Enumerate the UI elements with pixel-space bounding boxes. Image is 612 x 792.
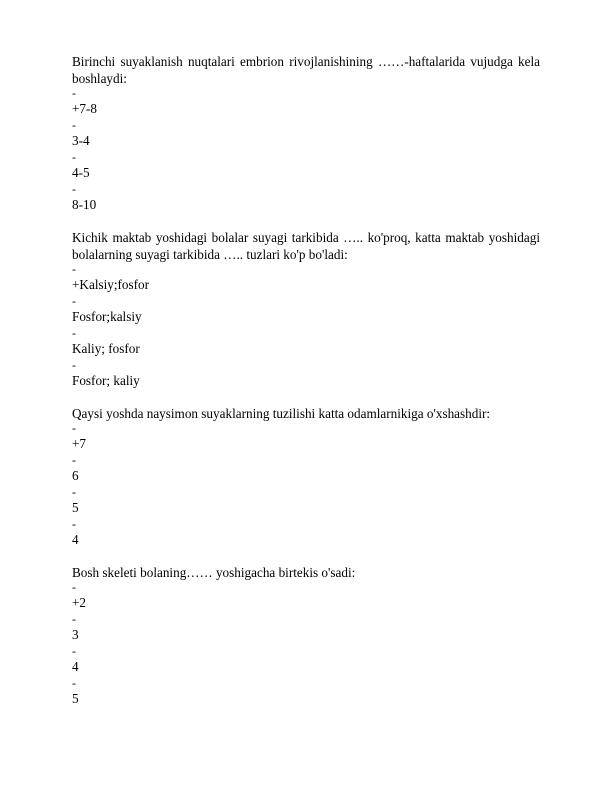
- option-3: [72, 486, 540, 518]
- option-dash: -: [72, 294, 76, 308]
- option-dash: -: [72, 358, 76, 372]
- option-1: [72, 87, 540, 119]
- option-2: [72, 613, 540, 645]
- option-3: [72, 151, 540, 183]
- document-page: [72, 53, 540, 723]
- question-4: [72, 564, 540, 709]
- option-dash: -: [72, 150, 76, 164]
- option-4: [72, 677, 540, 709]
- option-text: 6: [72, 468, 79, 483]
- option-text: 5: [72, 500, 79, 515]
- option-3: [72, 327, 540, 359]
- question-text: Qaysi yoshda naysimon suyaklarning tuzilishi katta odamlarnikiga o'xshashdir:: [72, 406, 491, 421]
- option-1: [72, 422, 540, 454]
- option-1: [72, 581, 540, 613]
- option-dash: -: [72, 86, 76, 100]
- option-text: 4: [72, 532, 79, 547]
- option-dash: -: [72, 421, 76, 435]
- option-1: [72, 263, 540, 295]
- option-dash: -: [72, 644, 76, 658]
- option-dash: -: [72, 118, 76, 132]
- option-2: [72, 295, 540, 327]
- option-dash: -: [72, 676, 76, 690]
- option-4: [72, 183, 540, 215]
- option-text: 3: [72, 627, 79, 642]
- option-text: 8-10: [72, 197, 97, 212]
- option-dash: -: [72, 262, 76, 276]
- option-text: +2: [72, 595, 87, 610]
- option-text: +Kalsiy;fosfor: [72, 277, 150, 292]
- question-1: [72, 53, 540, 215]
- option-text: 5: [72, 691, 79, 706]
- option-dash: -: [72, 580, 76, 594]
- question-3: [72, 405, 540, 550]
- question-2: [72, 229, 540, 391]
- option-text: Fosfor; kaliy: [72, 373, 140, 388]
- option-text: Kaliy; fosfor: [72, 341, 140, 356]
- option-4: [72, 518, 540, 550]
- option-text: +7-8: [72, 101, 98, 116]
- option-text: 3-4: [72, 133, 90, 148]
- option-text: Fosfor;kalsiy: [72, 309, 142, 324]
- option-2: [72, 119, 540, 151]
- question-text: Birinchi suyaklanish nuqtalari embrion rivojlanishining ……-haftalarida vujudga kela boshlaydi:: [72, 54, 540, 86]
- option-dash: -: [72, 612, 76, 626]
- option-text: 4-5: [72, 165, 90, 180]
- option-dash: -: [72, 182, 76, 196]
- option-3: [72, 645, 540, 677]
- option-dash: -: [72, 453, 76, 467]
- option-dash: -: [72, 485, 76, 499]
- option-text: +7: [72, 436, 87, 451]
- option-dash: -: [72, 517, 76, 531]
- option-2: [72, 454, 540, 486]
- question-text: Kichik maktab yoshidagi bolalar suyagi tarkibida ….. ko'proq, katta maktab yoshidagi bolalarning suyagi tarkibida ….. tuzlari ko'p bo'ladi:: [72, 230, 540, 262]
- option-text: 4: [72, 659, 79, 674]
- option-dash: -: [72, 326, 76, 340]
- option-4: [72, 359, 540, 391]
- question-text: Bosh skeleti bolaning…… yoshigacha birtekis o'sadi:: [72, 565, 356, 580]
